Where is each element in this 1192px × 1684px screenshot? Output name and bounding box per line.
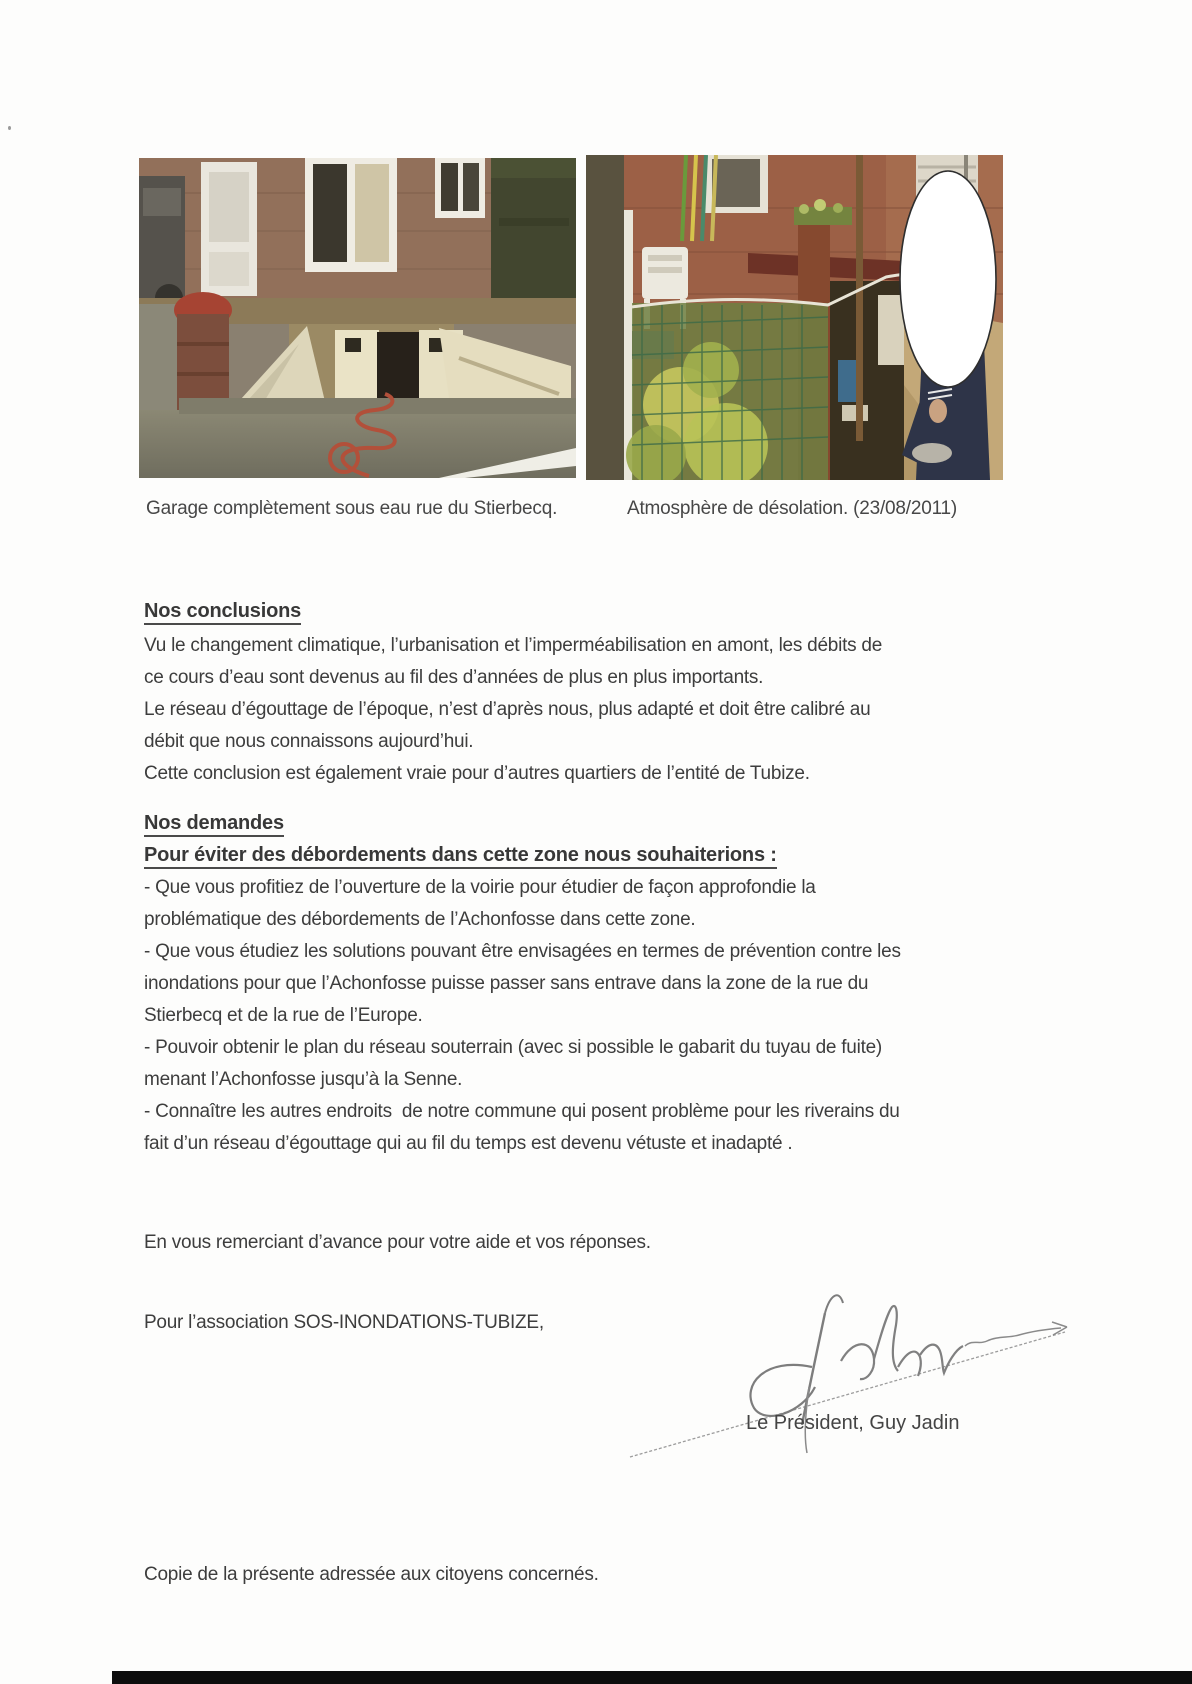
signer-name: Le Président, Guy Jadin: [746, 1412, 960, 1434]
demandes-heading: Nos demandes: [144, 812, 284, 835]
text-line: fait d’un réseau d’égouttage qui au fil du temps est devenu vétuste et inadapté .: [144, 1133, 793, 1154]
scan-edge-bar: [112, 1671, 1192, 1684]
demandes-subheading: Pour éviter des débordements dans cette zone nous souhaiterions :: [144, 844, 777, 867]
signature-scrawl: [615, 1255, 1105, 1467]
text-line: - Que vous étudiez les solutions pouvant être envisagées en termes de prévention contre les: [144, 941, 901, 962]
scan-speck: [8, 126, 11, 130]
right-photo-caption: Atmosphère de désolation. (23/08/2011): [627, 498, 958, 519]
text-line: Le réseau d’égouttage de l’époque, n’est d’après nous, plus adapté et doit être calibré au: [144, 699, 871, 720]
desolation-illustration: [586, 155, 1003, 480]
left-photo-caption: Garage complètement sous eau rue du Stierbecq.: [146, 498, 558, 519]
thanks-line: En vous remerciant d’avance pour votre aide et vos réponses.: [144, 1232, 651, 1253]
text-line: Vu le changement climatique, l’urbanisation et l’imperméabilisation en amont, les débits de: [144, 635, 883, 656]
conclusions-paragraph: [144, 630, 882, 790]
association-line: Pour l’association SOS-INONDATIONS-TUBIZE,: [144, 1312, 544, 1333]
text-line: - Connaître les autres endroits de notre commune qui posent problème pour les riverains du: [144, 1101, 900, 1122]
flooded-garage-photo: [139, 158, 576, 478]
copy-note: Copie de la présente adressée aux citoyens concernés.: [144, 1564, 599, 1585]
text-line: - Que vous profitiez de l’ouverture de la voirie pour étudier de façon approfondie la: [144, 877, 816, 898]
text-line: ce cours d’eau sont devenus au fil des d’années de plus en plus importants.: [144, 667, 764, 688]
text-line: inondations pour que l’Achonfosse puisse passer sans entrave dans la zone de la rue du: [144, 973, 869, 994]
demandes-paragraph: [144, 872, 901, 1160]
flooded-garage-illustration: [139, 158, 576, 478]
text-line: Stierbecq et de la rue de l’Europe.: [144, 1005, 423, 1026]
text-line: menant l’Achonfosse jusqu’à la Senne.: [144, 1069, 463, 1090]
text-line: problématique des débordements de l’Achonfosse dans cette zone.: [144, 909, 696, 930]
conclusions-heading: Nos conclusions: [144, 600, 301, 623]
desolation-photo: [586, 155, 1003, 480]
text-line: Cette conclusion est également vraie pour d’autres quartiers de l’entité de Tubize.: [144, 763, 810, 784]
text-line: débit que nous connaissons aujourd’hui.: [144, 731, 474, 752]
privacy-redaction-ellipse: [900, 171, 996, 387]
text-line: - Pouvoir obtenir le plan du réseau souterrain (avec si possible le gabarit du tuyau de fuite): [144, 1037, 882, 1058]
